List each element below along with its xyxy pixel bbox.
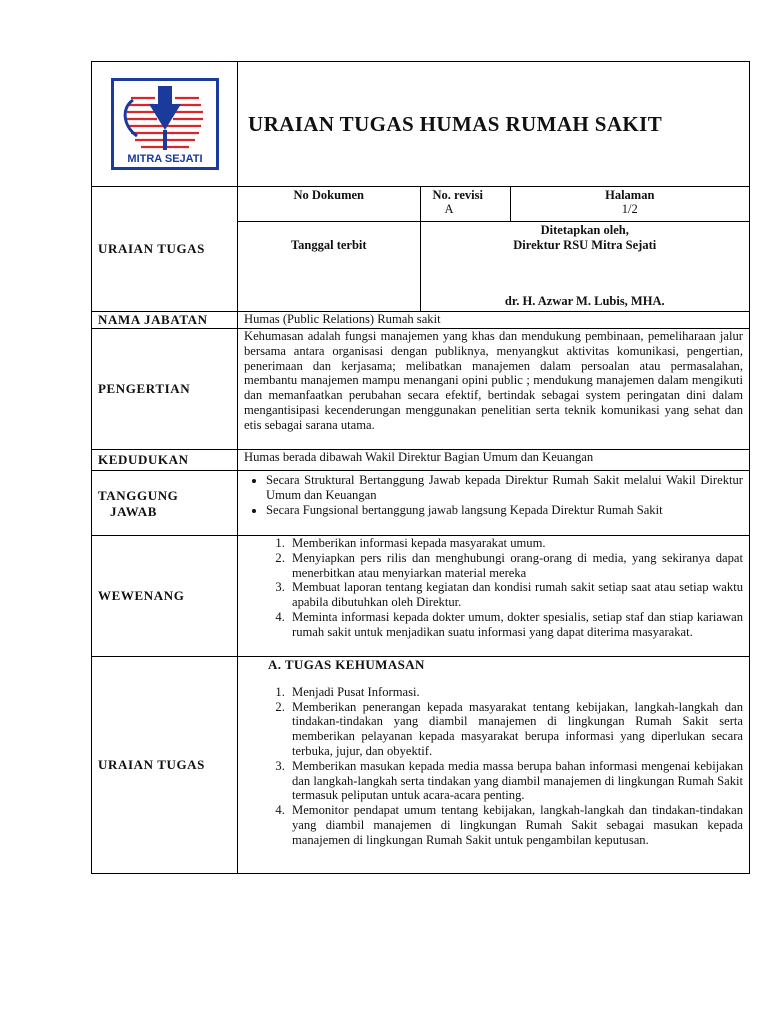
tanggung-jawab-label-2: JAWAB — [110, 504, 158, 519]
wewenang-label: WEWENANG — [92, 536, 238, 657]
uraian-tugas-item: 2. Memberikan penerangan kepada masyarakat tentang kebijakan, langkah-langkah dan tindakan-tindakan yang diambil manajemen di lingkungan Rumah Sakit serta memberikan pelayanan kepada masyarakat berupa informasi yang diperlukan secara terbuka, jujur, dan obyektif. — [288, 700, 743, 759]
tanggung-jawab-content — [238, 471, 750, 536]
wewenang-item: 4. Meminta informasi kepada dokter umum, dokter spesialis, setiap staf dan stiap kariawan rumah sakit untuk menjadikan suatu informasi yang dapat diterima masyarakat. — [288, 610, 743, 640]
info-block — [238, 187, 750, 312]
halaman-cell — [510, 187, 749, 221]
tanggung-jawab-item: • Secara Struktural Bertanggung Jawab kepada Direktur Rumah Sakit melalui Wakil Direktur Umum dan Keuangan — [266, 473, 743, 503]
tanggung-jawab-item: • Secara Fungsional bertanggung jawab langsung Kepada Direktur Rumah Sakit — [266, 503, 743, 518]
nama-jabatan-value: Humas (Public Relations) Rumah sakit — [238, 312, 750, 329]
job-description-document — [91, 61, 749, 874]
uraian-tugas-item: 3. Memberikan masukan kepada media massa berupa bahan informasi mengenai kebijakan dan langkah-langkah serta tindakan yang diambil manajemen di lingkungan Rumah Sakit termasuk peliputan untuk acara-acara penting. — [288, 759, 743, 803]
mitra-sejati-logo — [111, 78, 219, 170]
kedudukan-value: Humas berada dibawah Wakil Direktur Bagian Umum dan Keuangan — [238, 450, 750, 471]
tugas-kehumasan-heading: A. TUGAS KEHUMASAN — [268, 657, 425, 672]
ditetapkan-cell — [420, 221, 749, 311]
tanggung-jawab-list — [244, 473, 743, 517]
kedudukan-label: KEDUDUKAN — [92, 450, 238, 471]
halaman-value: 1/2 — [621, 202, 638, 216]
uraian-tugas-item: 1. Menjadi Pusat Informasi. — [288, 685, 743, 700]
info-grid — [238, 187, 749, 311]
no-revisi-value: A — [444, 202, 454, 216]
no-dokumen-label: No Dokumen — [238, 187, 420, 221]
wewenang-content — [238, 536, 750, 657]
halaman-label: Halaman — [605, 188, 655, 202]
document-table — [91, 61, 750, 874]
uraian-tugas-list — [244, 685, 743, 848]
document-title: URAIAN TUGAS HUMAS RUMAH SAKIT — [238, 62, 750, 187]
tanggung-jawab-label — [92, 471, 238, 536]
uraian-tugas-label: URAIAN TUGAS — [92, 657, 238, 874]
logo-cell — [92, 62, 238, 187]
uraian-tugas-item: 4. Memonitor pendapat umum tentang kebijakan, langkah-langkah dan tindakan-tindakan yang diambil manajemen di lingkungan Rumah Sakit sebagai masukan kepada manajemen di lingkungan Rumah Sakit untuk pengambilan keputusan. — [288, 803, 743, 847]
ditetapkan-line-1: Ditetapkan oleh, — [540, 222, 629, 237]
info-section-label: URAIAN TUGAS — [92, 187, 238, 312]
uraian-tugas-content — [238, 657, 750, 874]
tanggal-terbit-label: Tanggal terbit — [238, 221, 420, 311]
logo-text: MITRA SEJATI — [126, 153, 203, 165]
pengertian-text: Kehumasan adalah fungsi manajemen yang khas dan mendukung pembinaan, pemeliharaan jalur bersama antara organisasi dengan publiknya, menyangkut aktivitas komunikasi, pengertian, penerimaan dan kerjasama; melibatkan manajemen dalam persoalan atau permasalahan, membantu manajemen mampu menangani opini public ; mendukung manajemen dalam mengikuti dan memanfaatkan perubahan secara efektif, bertindak sebagai system peringatan dini dalam mengantisipasi kecenderungan menggunakan penelitian serta teknik komunikasi yang sehat dan etis sebagai sarana utama. — [238, 329, 750, 450]
signer-name: dr. H. Azwar M. Lubis, MHA. — [504, 294, 665, 308]
ditetapkan-line-2: Direktur RSU Mitra Sejati — [513, 237, 657, 252]
pengertian-label: PENGERTIAN — [92, 329, 238, 450]
no-revisi-label: No. revisi — [432, 188, 483, 202]
wewenang-list — [244, 536, 743, 640]
no-revisi-cell — [420, 187, 510, 221]
nama-jabatan-label: NAMA JABATAN — [92, 312, 238, 329]
wewenang-item: 1. Memberikan informasi kepada masyarakat umum. — [288, 536, 743, 551]
wewenang-item: 3. Membuat laporan tentang kegiatan dan kondisi rumah sakit setiap saat atau setiap waktu apabila dibutuhkan oleh Direktur. — [288, 580, 743, 610]
tanggung-jawab-label-1: TANGGUNG — [98, 488, 179, 503]
wewenang-item: 2. Menyiapkan pers rilis dan menghubungi orang-orang di media, yang sekiranya dapat menerbitkan atau menyiarkan material mereka — [288, 551, 743, 581]
